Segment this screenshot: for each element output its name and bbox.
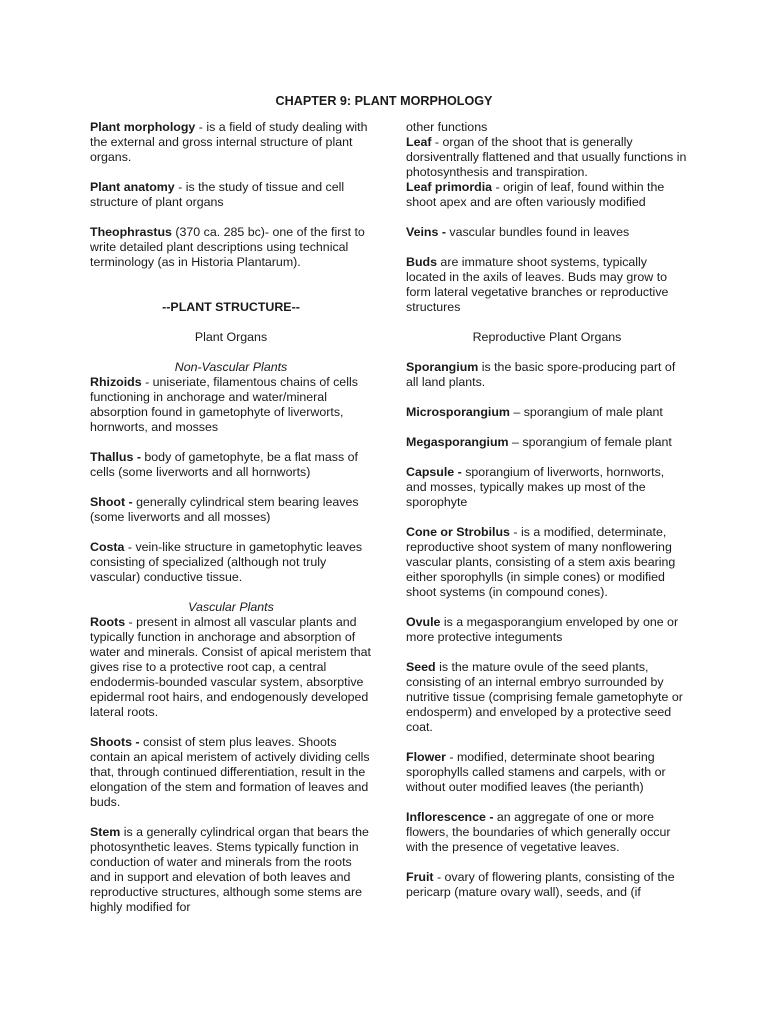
term: Leaf primordia — [406, 180, 493, 194]
definition-text: - modified, determinate shoot bearing sporophylls called stamens and carpels, with or without outer modified leaves (the perianth) — [406, 750, 666, 794]
term: Thallus - — [90, 450, 141, 464]
subheading-reproductive-organs: Reproductive Plant Organs — [472, 330, 622, 344]
definition-text: is a generally cylindrical organ that bears the photosynthetic leaves. Stems typically function in conduction of water and minerals from the roots and in support and elevation of both leaves and reproductive structures, although some stems are highly modified for — [90, 825, 369, 914]
definition-text: vascular bundles found in leaves — [445, 225, 630, 239]
definition-plant-morphology — [90, 120, 372, 165]
definition-text: - organ of the shoot that is generally dorsiventrally flattened and that usually functions in photosynthesis and transpiration. — [406, 135, 687, 179]
subheading-non-vascular: Non-Vascular Plants — [174, 360, 288, 374]
definition-text: - vein-like structure in gametophytic leaves consisting of specialized (although not truly vascular) conductive tissue. — [90, 540, 363, 584]
subheading-vascular: Vascular Plants — [188, 600, 274, 614]
term: Fruit — [406, 870, 434, 884]
page-title: CHAPTER 9: PLANT MORPHOLOGY — [275, 94, 493, 108]
definition-costa — [90, 540, 372, 585]
definition-text: is the mature ovule of the seed plants, consisting of an internal embryo surrounded by nutritive tissue (comprising female gametophyte or endosperm) and enveloped by a protective seed coat. — [406, 660, 683, 734]
definition-text: - uniseriate, filamentous chains of cells functioning in anchorage and water/mineral absorption found in gametophyte of liverworts, hornworts, and mosses — [90, 375, 358, 434]
term: Costa — [90, 540, 125, 554]
definition-text: – sporangium of female plant — [508, 435, 672, 449]
definition-cone-strobilus — [406, 525, 688, 600]
definition-leaf-primordia — [406, 180, 688, 210]
continuation-text: other functions — [406, 120, 488, 134]
definition-veins — [406, 225, 688, 240]
definition-text: is a megasporangium enveloped by one or more protective integuments — [406, 615, 679, 644]
term: Rhizoids — [90, 375, 142, 389]
definition-stem — [90, 825, 372, 915]
definition-roots — [90, 615, 372, 720]
term: Cone or Strobilus — [406, 525, 510, 539]
term: Flower — [406, 750, 446, 764]
definition-text: - present in almost all vascular plants and typically function in anchorage and absorption of water and minerals. Consist of apical meristem that gives rise to a protective root cap, a central endodermis-bounded vascular system, absorptive epidermal root hairs, and endogenously developed lateral roots. — [90, 615, 371, 719]
term: Megasporangium — [406, 435, 509, 449]
definition-rhizoids — [90, 375, 372, 435]
term: Inflorescence - — [406, 810, 494, 824]
definition-microsporangium — [406, 405, 688, 420]
definition-text: - is a modified, determinate, reproductive shoot system of many nonflowering vascular plants, consisting of a stem axis bearing either sporophylls (in simple cones) or modified shoot systems (in compound cones). — [406, 525, 676, 599]
term: Plant anatomy — [90, 180, 175, 194]
definition-fruit — [406, 870, 688, 900]
term: Leaf — [406, 135, 432, 149]
definition-buds — [406, 255, 688, 315]
section-heading-plant-structure: --PLANT STRUCTURE-- — [162, 300, 300, 314]
definition-text: generally cylindrical stem bearing leaves (some liverworts and all mosses) — [90, 495, 359, 524]
definition-text: – sporangium of male plant — [509, 405, 663, 419]
definition-shoots — [90, 735, 372, 810]
left-column — [90, 120, 372, 915]
term: Theophrastus — [90, 225, 172, 239]
term: Shoot - — [90, 495, 133, 509]
definition-text: - is the study of tissue and cell structure of plant organs — [90, 180, 345, 209]
definition-capsule — [406, 465, 688, 510]
definition-inflorescence — [406, 810, 688, 855]
definition-leaf — [406, 135, 688, 180]
term: Microsporangium — [406, 405, 510, 419]
definition-plant-anatomy — [90, 180, 372, 210]
definition-text: - ovary of flowering plants, consisting of the pericarp (mature ovary wall), seeds, and (if — [406, 870, 675, 899]
term: Seed — [406, 660, 436, 674]
right-column — [406, 120, 688, 900]
term: Ovule — [406, 615, 441, 629]
definition-text: sporangium of liverworts, hornworts, and mosses, typically makes up most of the sporophyte — [406, 465, 665, 509]
definition-shoot — [90, 495, 372, 525]
term: Roots — [90, 615, 126, 629]
definition-theophrastus — [90, 225, 372, 270]
definition-text: (370 ca. 285 bc)- one of the first to write detailed plant descriptions using technical terminology (as in Historia Plantarum). — [90, 225, 365, 269]
term: Capsule - — [406, 465, 462, 479]
term: Plant morphology — [90, 120, 196, 134]
term: Buds — [406, 255, 437, 269]
definition-text: - is a field of study dealing with the external and gross internal structure of plant organs. — [90, 120, 368, 164]
subheading-plant-organs: Plant Organs — [194, 330, 268, 344]
definition-flower — [406, 750, 688, 795]
definition-sporangium — [406, 360, 688, 390]
definition-text: consist of stem plus leaves. Shoots contain an apical meristem of actively dividing cells that, through continued differentiation, result in the elongation of the stem and formation of leaves and buds. — [90, 735, 370, 809]
term: Veins - — [406, 225, 446, 239]
definition-seed — [406, 660, 688, 735]
definition-text: an aggregate of one or more flowers, the boundaries of which generally occur with the presence of vegetative leaves. — [406, 810, 671, 854]
definition-text: is the basic spore-producing part of all land plants. — [406, 360, 676, 389]
definition-ovule — [406, 615, 688, 645]
term: Sporangium — [406, 360, 479, 374]
term: Stem — [90, 825, 121, 839]
term: Shoots - — [90, 735, 140, 749]
definition-text: - origin of leaf, found within the shoot apex and are often variously modified — [406, 180, 665, 209]
definition-thallus — [90, 450, 372, 480]
definition-megasporangium — [406, 435, 688, 450]
definition-text: body of gametophyte, be a flat mass of cells (some liverworts and all hornworts) — [90, 450, 358, 479]
definition-text: are immature shoot systems, typically located in the axils of leaves. Buds may grow to form lateral vegetative branches or reproductive structures — [406, 255, 669, 314]
